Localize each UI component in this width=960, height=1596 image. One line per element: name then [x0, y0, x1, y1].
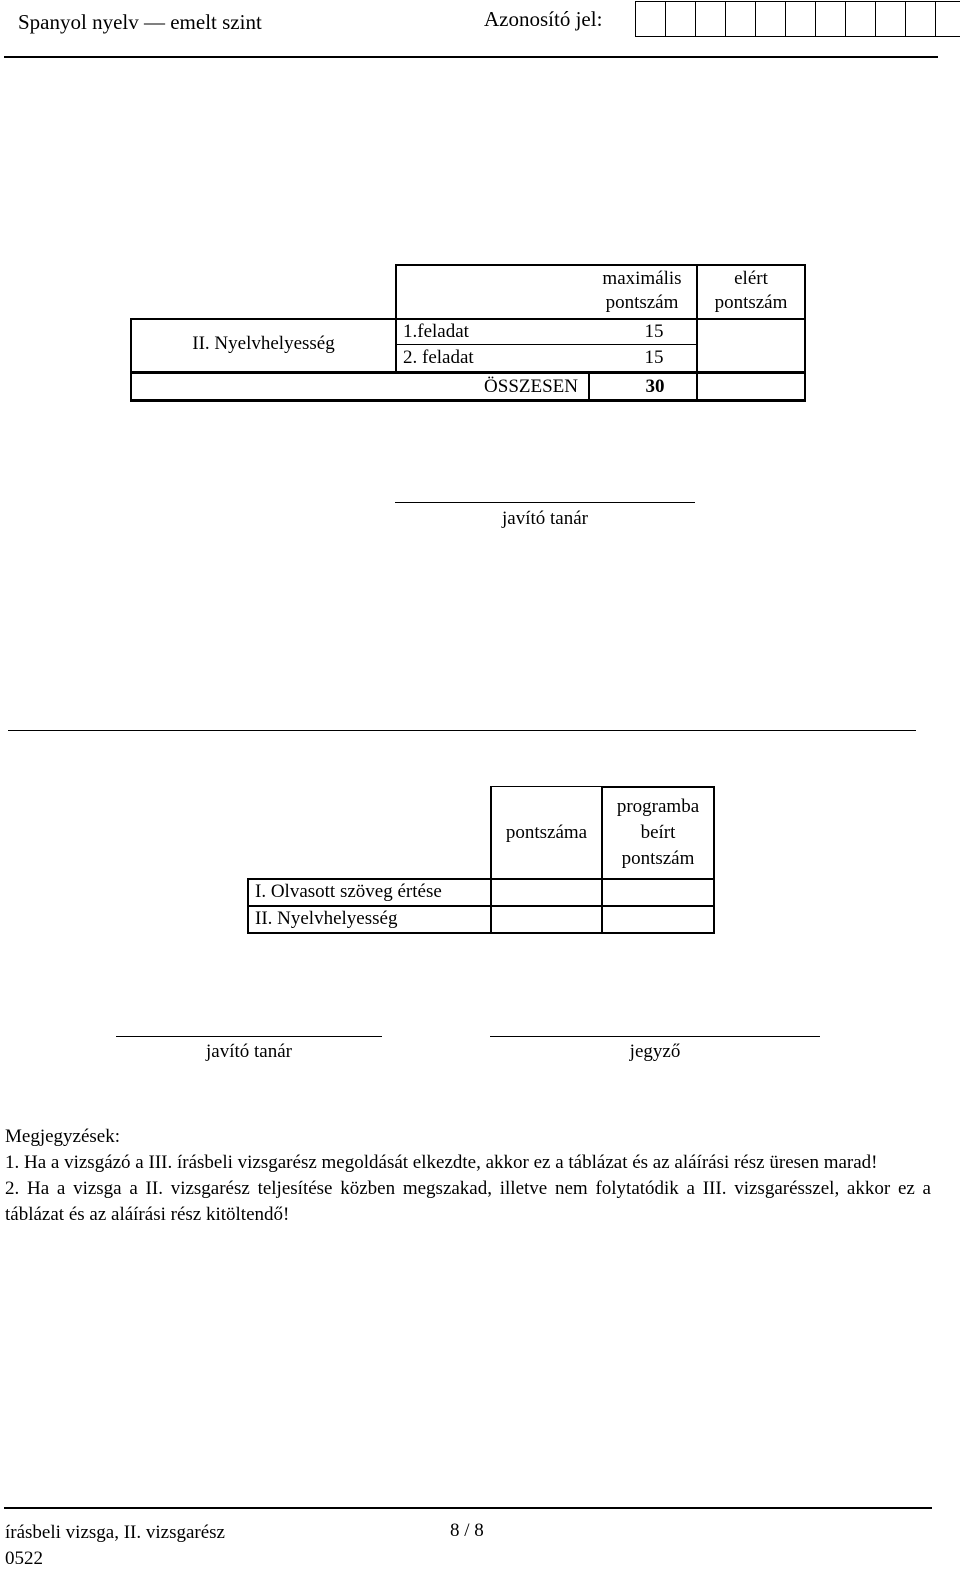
- task-1-label: 1.feladat: [403, 321, 469, 342]
- achieved-score-cell[interactable]: [698, 320, 804, 371]
- id-box[interactable]: [785, 1, 816, 37]
- col-header-program-line1: programba: [616, 796, 700, 817]
- table-border: [804, 264, 806, 402]
- total-max: 30: [645, 376, 665, 397]
- section-label: II. Nyelvhelyesség: [192, 333, 335, 354]
- table-border: [247, 878, 249, 934]
- table-border: [601, 786, 715, 788]
- task-2-label: 2. feladat: [403, 347, 474, 368]
- table-border: [395, 264, 806, 266]
- section-divider: [8, 730, 916, 731]
- col-header-program-line3: pontszám: [621, 848, 695, 869]
- notes-title: Megjegyzések:: [5, 1126, 121, 1147]
- col-header-achieved: [698, 267, 804, 315]
- signature-line-teacher[interactable]: [116, 1036, 382, 1037]
- id-box[interactable]: [725, 1, 756, 37]
- signature-label: javító tanár: [502, 508, 588, 529]
- id-box[interactable]: [665, 1, 696, 37]
- task-1-max: 15: [644, 321, 664, 342]
- footer-info: [5, 1520, 225, 1572]
- col-header-program-line2: beírt: [640, 822, 676, 843]
- score-table: [130, 264, 806, 402]
- notes: [5, 1124, 931, 1228]
- footer-code: 0522: [5, 1548, 43, 1569]
- id-box[interactable]: [635, 1, 666, 37]
- id-box[interactable]: [905, 1, 936, 37]
- achieved-total-cell[interactable]: [698, 374, 804, 399]
- id-box[interactable]: [815, 1, 846, 37]
- header-title: Spanyol nyelv — emelt szint: [18, 10, 262, 34]
- row-label-reading: I. Olvasott szöveg értése: [255, 881, 442, 902]
- id-box[interactable]: [695, 1, 726, 37]
- table-border: [130, 318, 132, 402]
- col-header-max-line2: pontszám: [605, 292, 679, 313]
- header-rule: [4, 56, 938, 58]
- table-border: [713, 786, 715, 934]
- note-item: 2. Ha a vizsga a II. vizsgarész teljesítése közben megszakad, illetve nem folytatódik a III. vizsgarésszel, akkor ez a táblázat és az aláírási rész kitöltendő!: [5, 1178, 931, 1225]
- col-header-program: [603, 794, 713, 872]
- total-label: ÖSSZESEN: [484, 376, 578, 397]
- signature-label-registrar: jegyző: [629, 1041, 681, 1062]
- id-box[interactable]: [845, 1, 876, 37]
- score-cell[interactable]: [492, 907, 601, 932]
- col-header-score: pontszáma: [505, 822, 588, 843]
- id-boxes: [636, 1, 960, 37]
- row-label-grammar: II. Nyelvhelyesség: [255, 908, 398, 929]
- table-border: [490, 786, 603, 787]
- col-header-achieved-line2: pontszám: [714, 292, 788, 313]
- page-number: 8 / 8: [450, 1520, 484, 1541]
- col-header-max-line1: maximális: [602, 268, 682, 289]
- id-label: Azonosító jel:: [484, 7, 603, 31]
- note-item: 1. Ha a vizsgázó a III. írásbeli vizsgarész megoldását elkezdte, akkor ez a táblázat és az aláírási rész üresen marad!: [5, 1152, 878, 1173]
- footer-rule: [4, 1507, 932, 1509]
- program-score-table: [247, 786, 715, 934]
- id-box[interactable]: [935, 1, 960, 37]
- signature-line-registrar[interactable]: [490, 1036, 820, 1037]
- signature-line[interactable]: [395, 502, 695, 503]
- table-border: [395, 344, 696, 345]
- program-score-cell[interactable]: [603, 907, 713, 932]
- table-border: [247, 932, 715, 934]
- id-box[interactable]: [755, 1, 786, 37]
- signature-label-teacher: javító tanár: [206, 1041, 292, 1062]
- program-score-cell[interactable]: [603, 880, 713, 905]
- table-border: [130, 399, 806, 402]
- task-2-max: 15: [644, 347, 664, 368]
- col-header-achieved-line1: elért: [734, 268, 768, 289]
- score-cell[interactable]: [492, 880, 601, 905]
- col-header-max: [588, 267, 696, 315]
- footer-exam: írásbeli vizsga, II. vizsgarész: [5, 1522, 225, 1543]
- id-box[interactable]: [875, 1, 906, 37]
